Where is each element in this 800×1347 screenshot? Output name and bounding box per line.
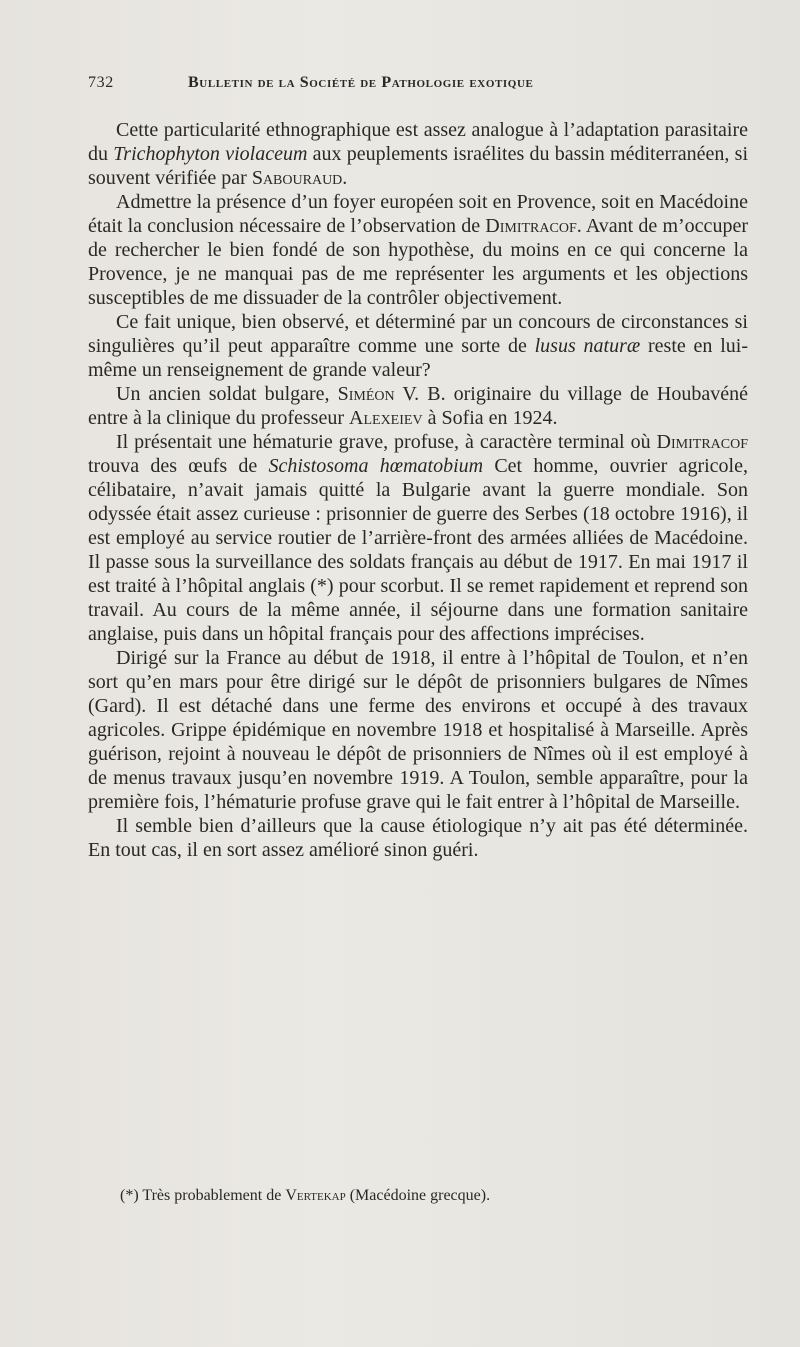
paragraph-1-text-b: aux peuplements israélites du bassin méditerranéen, si souvent vérifiée par <box>88 143 748 189</box>
paragraph-4-text-b: V. B. originaire du village de Houbavéné entre à la clinique du professeur <box>88 383 748 429</box>
footnote <box>120 1186 740 1206</box>
paragraph-2-author-name: Dimitracof <box>485 215 577 237</box>
paragraph-1-text-a: Cette particularité ethnographique est assez analogue à l’adaptation parasitaire du <box>88 119 748 165</box>
paragraph-5-text-a: Il présentait une hématurie grave, profuse, à caractère terminal où <box>116 431 657 453</box>
paragraph-5-author-name: Dimitracof <box>656 431 748 453</box>
paragraph-5-text-b: trouva des œufs de <box>88 455 269 477</box>
paragraph-7: Il semble bien d’ailleurs que la cause étiologique n’y ait pas été déterminée. En tout cas, il en sort assez amélioré sinon guéri. <box>88 815 748 861</box>
paragraph-5-text-c: Cet homme, ouvrier agricole, célibataire, n’avait jamais quitté la Bulgarie avant la guerre mondiale. Son odyssée était assez curieuse : prisonnier de guerre des Serbes (18 octobre 1916), il est employé au service routier de l’arrière-front des armées alliées de Macédoine. Il passe sous la surveillance des soldats français au début de 1917. En mai 1917 il est traité à l’hôpital anglais (*) pour scorbut. Il se remet rapidement et reprend son travail. Au cours de la même année, il séjourne dans une formation sanitaire anglaise, puis dans un hôpital français pour des affections imprécises. <box>88 455 748 645</box>
paragraph-4-professor-name: Alexeiev <box>349 407 423 429</box>
body-text <box>88 118 748 862</box>
page-number: 732 <box>88 74 114 91</box>
paragraph-1-author-name: Sabouraud <box>251 167 343 189</box>
footnote-place-name: Vertekap <box>285 1187 346 1204</box>
paragraph-5-italic-term: Schistosoma hœmatobium <box>268 455 484 477</box>
paragraph-6: Dirigé sur la France au début de 1918, il entre à l’hôpital de Toulon, et n’en sort qu’en mars pour être dirigé sur le dépôt de prisonniers bulgares de Nîmes (Gard). Il est détaché dans une ferme des environs et occupé à des travaux agricoles. Grippe épidémique en novembre 1918 et hospitalisé à Marseille. Après guérison, rejoint à nouveau le dépôt de prisonniers de Nîmes où il est employé à de menus travaux jusqu’en novembre 1919. A Toulon, semble apparaître, pour la première fois, l’hématurie profuse grave qui le fait entrer à l’hôpital de Marseille. <box>88 647 748 813</box>
paragraph-4-text-c: à Sofia en 1924. <box>422 407 558 429</box>
paragraph-3-italic-term: lusus naturæ <box>534 335 641 357</box>
paragraph-3-text-b: reste en lui-même un renseignement de grande valeur? <box>88 335 748 381</box>
paragraph-1-italic-term: Trichophyton violaceum <box>113 143 308 165</box>
paragraph-5 <box>88 430 748 646</box>
footnote-text-b: (Macédoine grecque). <box>345 1187 491 1204</box>
paragraph-2-text-b: . Avant de m’occuper de rechercher le bien fondé de son hypothèse, du moins en ce qui concerne la Provence, je ne manquai pas de me représenter les arguments et les objections susceptibles de me dissuader de la contrôler objectivement. <box>88 215 748 309</box>
page-header <box>88 74 748 92</box>
running-title: Bulletin de la Société de Pathologie exotique <box>188 74 534 91</box>
paragraph-2-text-a: Admettre la présence d’un foyer européen soit en Provence, soit en Macédoine était la conclusion nécessaire de l’observation de <box>88 191 748 237</box>
paragraph-3-text-a: Ce fait unique, bien observé, et déterminé par un concours de circonstances si singulières qu’il peut apparaître comme une sorte de <box>88 311 748 357</box>
footnote-text-a: (*) Très probablement de <box>120 1187 286 1204</box>
paragraph-2 <box>88 190 748 310</box>
paragraph-4-patient-name: Siméon <box>337 383 395 405</box>
paragraph-4 <box>88 382 748 430</box>
paragraph-1 <box>88 118 748 190</box>
paragraph-3 <box>88 310 748 382</box>
paragraph-4-text-a: Un ancien soldat bulgare, <box>116 383 338 405</box>
paragraph-1-text-c: . <box>342 167 348 189</box>
